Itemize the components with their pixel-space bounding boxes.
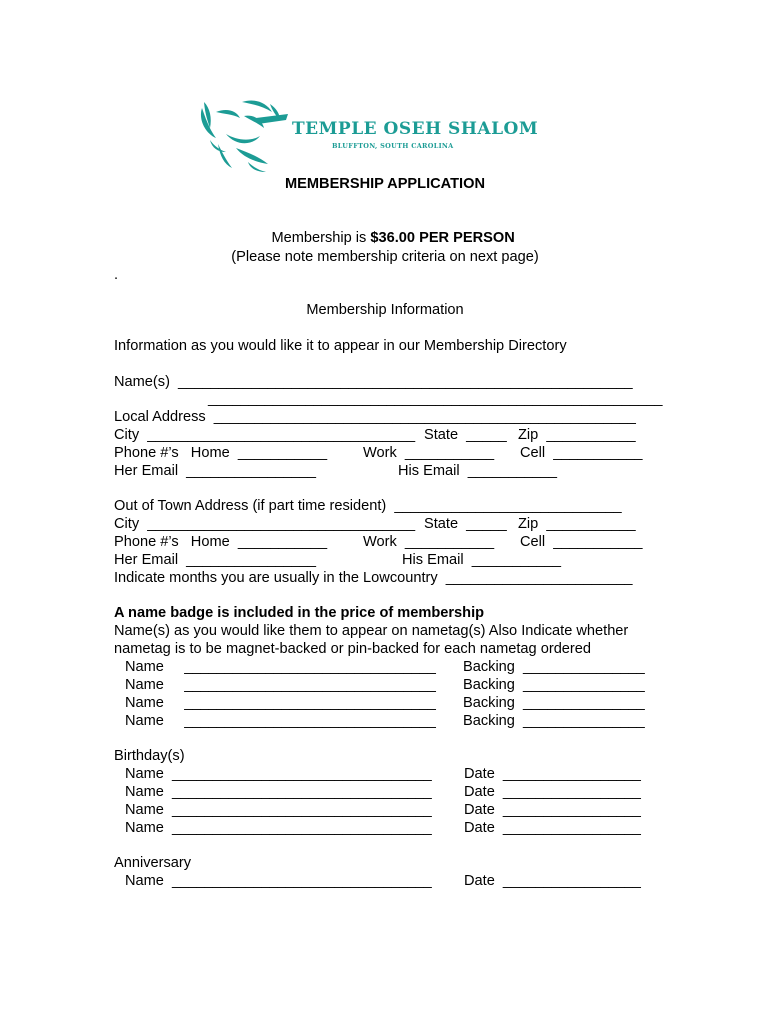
badge-instructions-line-2: nametag is to be magnet-backed or pin-backed for each nametag ordered [114, 641, 592, 657]
birthday-name-field[interactable]: Name ________________________________ [125, 766, 432, 782]
temple-logo-graphic [196, 94, 539, 176]
names-field[interactable]: Name(s) ________________________________________________________ [114, 374, 633, 390]
oot-state-field[interactable]: State _____ [424, 516, 507, 532]
oot-zip-field[interactable]: Zip ___________ [518, 516, 636, 532]
birthday-date-field[interactable]: Date _________________ [464, 820, 641, 836]
criteria-note: (Please note membership criteria on next page) [231, 249, 539, 265]
out-of-town-address-field[interactable]: Out of Town Address (if part time resident) ____________________________ [114, 498, 622, 514]
anniversary-name-field[interactable]: Name ________________________________ [125, 873, 432, 889]
svg-text:BLUFFTON, SOUTH CAROLINA: BLUFFTON, SOUTH CAROLINA [332, 142, 454, 150]
local-city-field[interactable]: City _________________________________ [114, 427, 416, 443]
oot-city-field[interactable]: City _________________________________ [114, 516, 416, 532]
stray-dot: . [114, 267, 119, 283]
local-address-field[interactable]: Local Address ____________________________________________________ [114, 409, 636, 425]
anniversary-date-field[interactable]: Date _________________ [464, 873, 641, 889]
badge-name-field[interactable]: Name _______________________________ [125, 695, 436, 711]
birthday-date-field[interactable]: Date _________________ [464, 784, 641, 800]
oot-cell-phone-field[interactable]: Cell ___________ [520, 534, 643, 550]
name-badge-heading: A name badge is included in the price of membership [114, 605, 485, 621]
badge-backing-field[interactable]: Backing _______________ [463, 677, 645, 693]
birthdays-heading: Birthday(s) [114, 748, 185, 764]
local-zip-field[interactable]: Zip ___________ [518, 427, 636, 443]
badge-name-field[interactable]: Name _______________________________ [125, 659, 436, 675]
anniversary-heading: Anniversary [114, 855, 192, 871]
birthday-date-field[interactable]: Date _________________ [464, 802, 641, 818]
birthday-date-field[interactable]: Date _________________ [464, 766, 641, 782]
fee-amount: $36.00 PER PERSON [370, 230, 515, 246]
local-his-email-field[interactable]: His Email ___________ [398, 463, 558, 479]
birthday-name-field[interactable]: Name ________________________________ [125, 820, 432, 836]
svg-text:TEMPLE OSEH SHALOM: TEMPLE OSEH SHALOM [292, 119, 539, 139]
temple-logo [196, 94, 539, 176]
birthday-name-field[interactable]: Name ________________________________ [125, 802, 432, 818]
badge-backing-field[interactable]: Backing _______________ [463, 659, 645, 675]
local-work-phone-field[interactable]: Work ___________ [363, 445, 495, 461]
fee-prefix: Membership is [271, 230, 371, 246]
names-field-line-2[interactable]: ________________________________________________________ [208, 391, 663, 407]
local-home-phone-field[interactable]: Phone #’s Home ___________ [114, 445, 328, 461]
oot-home-phone-field[interactable]: Phone #’s Home ___________ [114, 534, 328, 550]
badge-backing-field[interactable]: Backing _______________ [463, 713, 645, 729]
local-state-field[interactable]: State _____ [424, 427, 507, 443]
badge-backing-field[interactable]: Backing _______________ [463, 695, 645, 711]
badge-name-field[interactable]: Name _______________________________ [125, 713, 436, 729]
oot-his-email-field[interactable]: His Email ___________ [402, 552, 562, 568]
oot-her-email-field[interactable]: Her Email ________________ [114, 552, 317, 568]
directory-intro: Information as you would like it to appear in our Membership Directory [114, 338, 567, 354]
local-her-email-field[interactable]: Her Email ________________ [114, 463, 317, 479]
badge-name-field[interactable]: Name _______________________________ [125, 677, 436, 693]
local-cell-phone-field[interactable]: Cell ___________ [520, 445, 643, 461]
form-title: MEMBERSHIP APPLICATION [284, 176, 485, 192]
section-title: Membership Information [306, 302, 464, 318]
birthday-name-field[interactable]: Name ________________________________ [125, 784, 432, 800]
oot-work-phone-field[interactable]: Work ___________ [363, 534, 495, 550]
lowcountry-months-field[interactable]: Indicate months you are usually in the Lowcountry _______________________ [114, 570, 633, 586]
badge-instructions-line-1: Name(s) as you would like them to appear on nametag(s) Also Indicate whether [114, 623, 629, 639]
